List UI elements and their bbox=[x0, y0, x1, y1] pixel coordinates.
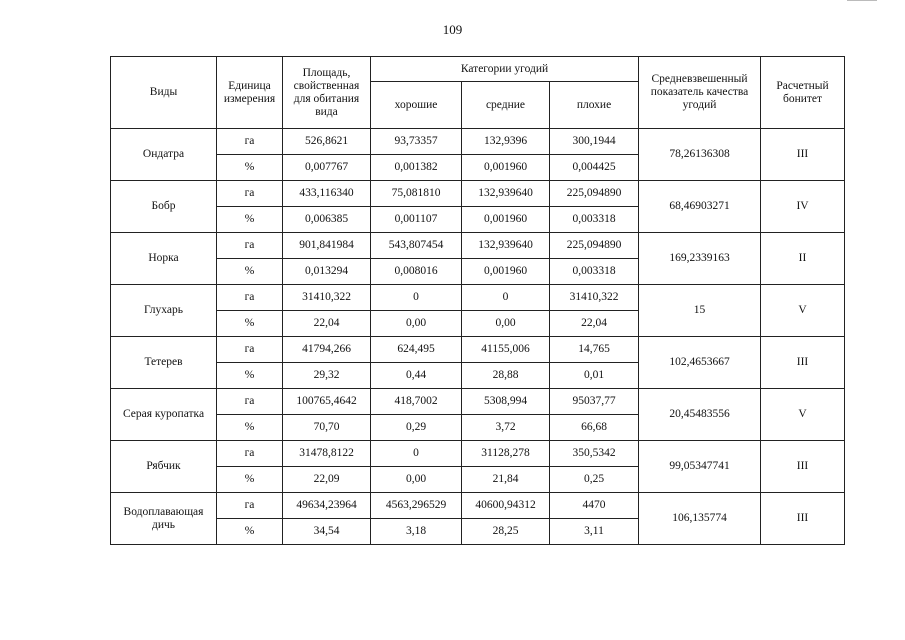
header-area: Площадь, свойственная для обитания вида bbox=[283, 57, 371, 129]
table-row bbox=[111, 493, 845, 519]
poor-cell: 300,1944 bbox=[550, 129, 639, 155]
unit-cell: га bbox=[217, 181, 283, 207]
medium-cell: 0,00 bbox=[462, 311, 550, 337]
scan-edge-mark bbox=[847, 0, 877, 1]
unit-cell: % bbox=[217, 259, 283, 285]
area-cell: 31410,322 bbox=[283, 285, 371, 311]
species-name: Рябчик bbox=[111, 441, 217, 493]
unit-cell: га bbox=[217, 337, 283, 363]
poor-cell: 225,094890 bbox=[550, 181, 639, 207]
area-cell: 49634,23964 bbox=[283, 493, 371, 519]
poor-cell: 4470 bbox=[550, 493, 639, 519]
medium-cell: 21,84 bbox=[462, 467, 550, 493]
medium-cell: 28,88 bbox=[462, 363, 550, 389]
species-name: Бобр bbox=[111, 181, 217, 233]
species-name: Глухарь bbox=[111, 285, 217, 337]
area-cell: 34,54 bbox=[283, 519, 371, 545]
poor-cell: 0,25 bbox=[550, 467, 639, 493]
good-cell: 0,00 bbox=[371, 467, 462, 493]
poor-cell: 0,003318 bbox=[550, 207, 639, 233]
poor-cell: 14,765 bbox=[550, 337, 639, 363]
header-poor: плохие bbox=[550, 82, 639, 129]
medium-cell: 3,72 bbox=[462, 415, 550, 441]
quality-cell: 78,26136308 bbox=[639, 129, 761, 181]
area-cell: 526,8621 bbox=[283, 129, 371, 155]
medium-cell: 28,25 bbox=[462, 519, 550, 545]
poor-cell: 0,004425 bbox=[550, 155, 639, 181]
species-name: Водоплавающая дичь bbox=[111, 493, 217, 545]
header-good: хорошие bbox=[371, 82, 462, 129]
table-row bbox=[111, 181, 845, 207]
quality-cell: 68,46903271 bbox=[639, 181, 761, 233]
good-cell: 0 bbox=[371, 285, 462, 311]
table-row bbox=[111, 441, 845, 467]
quality-cell: 102,4653667 bbox=[639, 337, 761, 389]
table-row bbox=[111, 337, 845, 363]
area-cell: 901,841984 bbox=[283, 233, 371, 259]
medium-cell: 132,9396 bbox=[462, 129, 550, 155]
unit-cell: га bbox=[217, 285, 283, 311]
table-row bbox=[111, 389, 845, 415]
good-cell: 0,29 bbox=[371, 415, 462, 441]
table-row bbox=[111, 285, 845, 311]
poor-cell: 3,11 bbox=[550, 519, 639, 545]
medium-cell: 5308,994 bbox=[462, 389, 550, 415]
table-row bbox=[111, 129, 845, 155]
bonitet-cell: III bbox=[761, 493, 845, 545]
medium-cell: 132,939640 bbox=[462, 181, 550, 207]
good-cell: 93,73357 bbox=[371, 129, 462, 155]
area-cell: 29,32 bbox=[283, 363, 371, 389]
medium-cell: 132,939640 bbox=[462, 233, 550, 259]
habitat-table bbox=[110, 56, 845, 545]
bonitet-cell: V bbox=[761, 389, 845, 441]
poor-cell: 0,003318 bbox=[550, 259, 639, 285]
poor-cell: 95037,77 bbox=[550, 389, 639, 415]
area-cell: 433,116340 bbox=[283, 181, 371, 207]
good-cell: 0,001107 bbox=[371, 207, 462, 233]
unit-cell: % bbox=[217, 155, 283, 181]
quality-cell: 169,2339163 bbox=[639, 233, 761, 285]
good-cell: 0 bbox=[371, 441, 462, 467]
unit-cell: га bbox=[217, 389, 283, 415]
unit-cell: % bbox=[217, 363, 283, 389]
unit-cell: га bbox=[217, 493, 283, 519]
poor-cell: 31410,322 bbox=[550, 285, 639, 311]
medium-cell: 40600,94312 bbox=[462, 493, 550, 519]
unit-cell: % bbox=[217, 467, 283, 493]
unit-cell: % bbox=[217, 415, 283, 441]
species-name: Ондатра bbox=[111, 129, 217, 181]
medium-cell: 0,001960 bbox=[462, 155, 550, 181]
good-cell: 0,00 bbox=[371, 311, 462, 337]
good-cell: 418,7002 bbox=[371, 389, 462, 415]
table-row bbox=[111, 233, 845, 259]
medium-cell: 41155,006 bbox=[462, 337, 550, 363]
area-cell: 31478,8122 bbox=[283, 441, 371, 467]
header-species: Виды bbox=[111, 57, 217, 129]
poor-cell: 22,04 bbox=[550, 311, 639, 337]
header-bonitet: Расчетный бонитет bbox=[761, 57, 845, 129]
poor-cell: 350,5342 bbox=[550, 441, 639, 467]
area-cell: 22,09 bbox=[283, 467, 371, 493]
quality-cell: 15 bbox=[639, 285, 761, 337]
quality-cell: 20,45483556 bbox=[639, 389, 761, 441]
unit-cell: га bbox=[217, 233, 283, 259]
table-body bbox=[111, 129, 845, 545]
good-cell: 75,081810 bbox=[371, 181, 462, 207]
header-medium: средние bbox=[462, 82, 550, 129]
medium-cell: 0,001960 bbox=[462, 259, 550, 285]
medium-cell: 0,001960 bbox=[462, 207, 550, 233]
unit-cell: % bbox=[217, 207, 283, 233]
bonitet-cell: V bbox=[761, 285, 845, 337]
quality-cell: 99,05347741 bbox=[639, 441, 761, 493]
good-cell: 3,18 bbox=[371, 519, 462, 545]
header-unit: Единица измерения bbox=[217, 57, 283, 129]
area-cell: 0,007767 bbox=[283, 155, 371, 181]
bonitet-cell: III bbox=[761, 441, 845, 493]
area-cell: 100765,4642 bbox=[283, 389, 371, 415]
species-name: Норка bbox=[111, 233, 217, 285]
unit-cell: % bbox=[217, 519, 283, 545]
area-cell: 41794,266 bbox=[283, 337, 371, 363]
good-cell: 0,001382 bbox=[371, 155, 462, 181]
good-cell: 0,008016 bbox=[371, 259, 462, 285]
poor-cell: 225,094890 bbox=[550, 233, 639, 259]
page-number: 109 bbox=[442, 22, 463, 37]
good-cell: 0,44 bbox=[371, 363, 462, 389]
good-cell: 4563,296529 bbox=[371, 493, 462, 519]
species-name: Тетерев bbox=[111, 337, 217, 389]
area-cell: 0,006385 bbox=[283, 207, 371, 233]
header-categories: Категории угодий bbox=[371, 57, 639, 82]
good-cell: 543,807454 bbox=[371, 233, 462, 259]
area-cell: 22,04 bbox=[283, 311, 371, 337]
bonitet-cell: III bbox=[761, 129, 845, 181]
poor-cell: 0,01 bbox=[550, 363, 639, 389]
medium-cell: 31128,278 bbox=[462, 441, 550, 467]
area-cell: 70,70 bbox=[283, 415, 371, 441]
species-name: Серая куропатка bbox=[111, 389, 217, 441]
bonitet-cell: III bbox=[761, 337, 845, 389]
bonitet-cell: IV bbox=[761, 181, 845, 233]
header-weighted-quality: Средневзвешенный показатель качества угодий bbox=[639, 57, 761, 129]
poor-cell: 66,68 bbox=[550, 415, 639, 441]
unit-cell: га bbox=[217, 129, 283, 155]
area-cell: 0,013294 bbox=[283, 259, 371, 285]
unit-cell: га bbox=[217, 441, 283, 467]
bonitet-cell: II bbox=[761, 233, 845, 285]
quality-cell: 106,135774 bbox=[639, 493, 761, 545]
medium-cell: 0 bbox=[462, 285, 550, 311]
unit-cell: % bbox=[217, 311, 283, 337]
good-cell: 624,495 bbox=[371, 337, 462, 363]
